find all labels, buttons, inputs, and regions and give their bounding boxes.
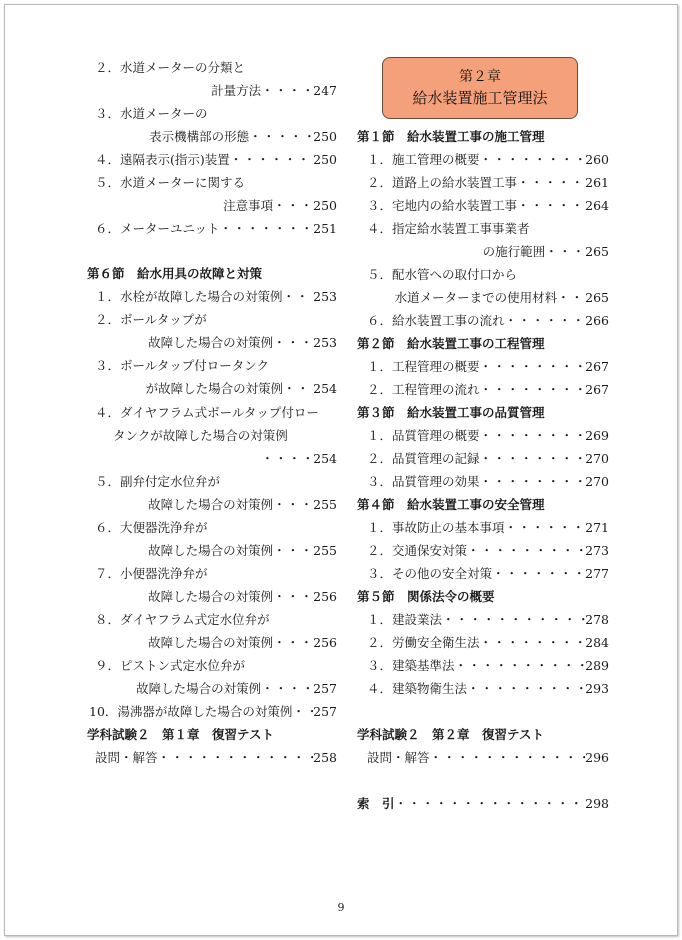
leader-dots	[467, 678, 585, 700]
toc-entry: 故障した場合の対策例 ・・・・・・・・・・・・・・・・・・・・・・・・・・・・・・・・・・・・・・・・・・・・ 256	[87, 632, 337, 654]
leader-dots	[505, 310, 586, 332]
toc-entry: 故障した場合の対策例 ・・・・・・・・・・・・・・・・・・・・・・・・・・・・・・・・・・・・・・・・・・・・ 253	[87, 332, 337, 354]
toc-entry: 水道メーターまでの使用材料 ・・・・・・・・・・・・・・・・・・・・・・・・・・・・・・・・・・・・・・・・・・・・ 265	[357, 287, 609, 309]
toc-entry: ２．ボールタップが	[95, 312, 207, 327]
toc-entry: 設問・解答 ・・・・・・・・・・・・・・・・・・・・・・・・・・・・・・・・・・・・・・・・・・・・ 258	[87, 747, 337, 769]
toc-entry: ２．交通保安対策 ・・・・・・・・・・・・・・・・・・・・・・・・・・・・・・・・・・・・・・・・・・・・ 273	[357, 540, 609, 562]
toc-entry: ２．工程管理の流れ ・・・・・・・・・・・・・・・・・・・・・・・・・・・・・・・・・・・・・・・・・・・・ 267	[357, 379, 609, 401]
leader-dots	[517, 195, 585, 217]
toc-entry: 10．湯沸器が故障した場合の対策例 ・・・・・・・・・・・・・・・・・・・・・・・・・・・・・・・・・・・・・・・・・・・・ 257	[87, 701, 337, 723]
review-heading: 学科試験２ 第１章 復習テスト	[87, 727, 275, 742]
toc-entry: １．事故防止の基本事項 ・・・・・・・・・・・・・・・・・・・・・・・・・・・・・・・・・・・・・・・・・・・・ 271	[357, 517, 609, 539]
leader-dots	[273, 586, 313, 608]
leader-dots	[430, 747, 586, 769]
toc-entry: ６．給水装置工事の流れ ・・・・・・・・・・・・・・・・・・・・・・・・・・・・・・・・・・・・・・・・・・・・ 266	[357, 310, 609, 332]
section-heading: 第２節 給水装置工事の工程管理	[357, 336, 545, 351]
leader-dots	[261, 678, 313, 700]
toc-entry: ４．遠隔表示(指示)装置 ・・・・・・・・・・・・・・・・・・・・・・・・・・・・・・・・・・・・・・・・・・・・ 250	[87, 149, 337, 171]
toc-entry: 計量方法 ・・・・・・・・・・・・・・・・・・・・・・・・・・・・・・・・・・・・・・・・・・・・ 247	[87, 80, 337, 102]
toc-entry: ４．指定給水装置工事事業者	[367, 221, 530, 236]
leader-dots	[545, 241, 585, 263]
chapter-title: 給水装置施工管理法	[412, 89, 548, 107]
page	[4, 4, 678, 936]
chapter-title-box	[382, 57, 578, 119]
toc-entry: ６．大便器洗浄弁が	[95, 520, 208, 535]
toc-entry: タンクが故障した場合の対策例	[113, 428, 288, 443]
leader-dots	[273, 332, 313, 354]
toc-entry: ２．品質管理の記録 ・・・・・・・・・・・・・・・・・・・・・・・・・・・・・・・・・・・・・・・・・・・・ 270	[357, 448, 609, 470]
toc-entry: ５．水道メーターに関する	[95, 175, 246, 190]
leader-dots	[230, 149, 313, 171]
section-heading: 第５節 関係法令の概要	[357, 589, 495, 604]
index-entry: 索 引 ・・・・・・・・・・・・・・・・・・・・・・・・・・・・・・・・・・・・・・・・・・・・ 298	[357, 793, 609, 815]
toc-entry: が故障した場合の対策例 ・・・・・・・・・・・・・・・・・・・・・・・・・・・・・・・・・・・・・・・・・・・・ 254	[87, 378, 337, 400]
toc-entry: ５．配水管への取付口から	[367, 267, 518, 282]
toc-entry: １．施工管理の概要 ・・・・・・・・・・・・・・・・・・・・・・・・・・・・・・・・・・・・・・・・・・・・ 260	[357, 149, 609, 171]
toc-entry: 故障した場合の対策例 ・・・・・・・・・・・・・・・・・・・・・・・・・・・・・・・・・・・・・・・・・・・・ 255	[87, 494, 337, 516]
toc-entry: ３．宅地内の給水装置工事 ・・・・・・・・・・・・・・・・・・・・・・・・・・・・・・・・・・・・・・・・・・・・ 264	[357, 195, 609, 217]
section-heading: 第６節 給水用具の故障と対策	[87, 266, 263, 281]
leader-dots	[517, 172, 585, 194]
section-heading: 第４節 給水装置工事の安全管理	[357, 497, 545, 512]
leader-dots	[505, 517, 586, 539]
leader-dots	[249, 126, 313, 148]
leader-dots	[480, 471, 586, 493]
toc-entry: ４．ダイヤフラム式ボールタップ付ロー	[95, 405, 319, 420]
toc-entry: ５．副弁付定水位弁が	[95, 474, 221, 489]
toc-entry: 故障した場合の対策例 ・・・・・・・・・・・・・・・・・・・・・・・・・・・・・・・・・・・・・・・・・・・・ 256	[87, 586, 337, 608]
toc-entry: の施行範囲 ・・・・・・・・・・・・・・・・・・・・・・・・・・・・・・・・・・・・・・・・・・・・ 265	[357, 241, 609, 263]
toc-entry: ２．道路上の給水装置工事 ・・・・・・・・・・・・・・・・・・・・・・・・・・・・・・・・・・・・・・・・・・・・ 261	[357, 172, 609, 194]
toc-entry: 故障した場合の対策例 ・・・・・・・・・・・・・・・・・・・・・・・・・・・・・・・・・・・・・・・・・・・・ 255	[87, 540, 337, 562]
toc-entry: ２．労働安全衛生法 ・・・・・・・・・・・・・・・・・・・・・・・・・・・・・・・・・・・・・・・・・・・・ 284	[357, 632, 609, 654]
toc-entry: 設問・解答 ・・・・・・・・・・・・・・・・・・・・・・・・・・・・・・・・・・・・・・・・・・・・ 296	[357, 747, 609, 769]
toc-entry: ９．ピストン式定水位弁が	[95, 658, 246, 673]
section-heading: 第３節 給水装置工事の品質管理	[357, 405, 545, 420]
leader-dots	[261, 448, 313, 470]
toc-entry: ３．その他の安全対策 ・・・・・・・・・・・・・・・・・・・・・・・・・・・・・・・・・・・・・・・・・・・・ 277	[357, 563, 609, 585]
toc-entry: ７．小便器洗浄弁が	[95, 566, 208, 581]
leader-dots	[220, 218, 314, 240]
leader-dots	[480, 379, 586, 401]
toc-entry: ３．水道メーターの	[95, 106, 208, 121]
toc-entry: 表示機構部の形態 ・・・・・・・・・・・・・・・・・・・・・・・・・・・・・・・・・・・・・・・・・・・・ 250	[87, 126, 337, 148]
toc-entry: ６．メーターユニット ・・・・・・・・・・・・・・・・・・・・・・・・・・・・・・・・・・・・・・・・・・・・ 251	[87, 218, 337, 240]
leader-dots	[283, 378, 313, 400]
leader-dots	[455, 655, 586, 677]
leader-dots	[273, 632, 313, 654]
leader-dots	[395, 793, 586, 815]
leader-dots	[442, 609, 585, 631]
toc-entry: １．工程管理の概要 ・・・・・・・・・・・・・・・・・・・・・・・・・・・・・・・・・・・・・・・・・・・・ 267	[357, 356, 609, 378]
toc-entry: 故障した場合の対策例 ・・・・・・・・・・・・・・・・・・・・・・・・・・・・・・・・・・・・・・・・・・・・ 257	[87, 678, 337, 700]
toc-entry: ２．水道メーターの分類と	[95, 60, 246, 75]
leader-dots	[158, 747, 314, 769]
section-heading: 第１節 給水装置工事の施工管理	[357, 129, 545, 144]
leader-dots	[480, 448, 586, 470]
toc-entry: ３．ボールタップ付ロータンク	[95, 358, 270, 373]
leader-dots	[480, 356, 586, 378]
toc-entry: 注意事項 ・・・・・・・・・・・・・・・・・・・・・・・・・・・・・・・・・・・・・・・・・・・・ 250	[87, 195, 337, 217]
toc-entry: ３．建築基準法 ・・・・・・・・・・・・・・・・・・・・・・・・・・・・・・・・・・・・・・・・・・・・ 289	[357, 655, 609, 677]
toc-entry: ４．建築物衛生法 ・・・・・・・・・・・・・・・・・・・・・・・・・・・・・・・・・・・・・・・・・・・・ 293	[357, 678, 609, 700]
leader-dots	[492, 563, 585, 585]
toc-entry: １．水栓が故障した場合の対策例 ・・・・・・・・・・・・・・・・・・・・・・・・・・・・・・・・・・・・・・・・・・・・ 253	[87, 286, 337, 308]
leader-dots	[557, 287, 585, 309]
leader-dots	[480, 425, 586, 447]
leader-dots	[261, 80, 313, 102]
toc-entry: ・・・・・・・・・・・・・・・・・・・・・・・・・・・・・・・・・・・・・・・・・・・・ 254	[87, 448, 337, 470]
review-heading: 学科試験２ 第２章 復習テスト	[357, 727, 545, 742]
leader-dots	[273, 494, 313, 516]
leader-dots	[283, 286, 314, 308]
chapter-label: 第２章	[459, 69, 501, 85]
toc-entry: １．建設業法 ・・・・・・・・・・・・・・・・・・・・・・・・・・・・・・・・・・・・・・・・・・・・ 278	[357, 609, 609, 631]
leader-dots	[480, 632, 586, 654]
leader-dots	[273, 195, 313, 217]
toc-entry: １．品質管理の概要 ・・・・・・・・・・・・・・・・・・・・・・・・・・・・・・・・・・・・・・・・・・・・ 269	[357, 425, 609, 447]
leader-dots	[273, 540, 313, 562]
leader-dots	[480, 149, 586, 171]
toc-entry: ３．品質管理の効果 ・・・・・・・・・・・・・・・・・・・・・・・・・・・・・・・・・・・・・・・・・・・・ 270	[357, 471, 609, 493]
toc-entry: ８．ダイヤフラム式定水位弁が	[95, 612, 270, 627]
page-number: 9	[337, 901, 345, 914]
leader-dots	[292, 701, 313, 723]
leader-dots	[467, 540, 585, 562]
